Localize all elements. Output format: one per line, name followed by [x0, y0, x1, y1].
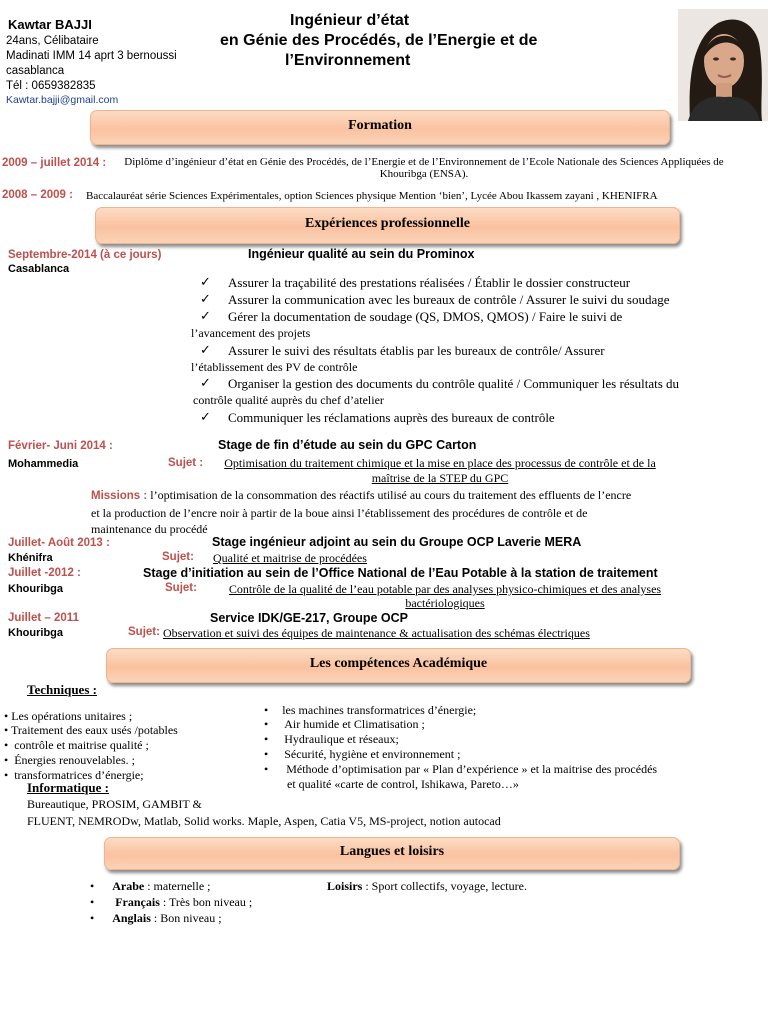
section-competences-heading: Les compétences Académique	[309, 656, 488, 671]
formation-text-1	[104, 156, 744, 180]
job1-task-4	[200, 343, 605, 359]
job4-sujet-line-1: Contrôle de la qualité de l’eau potable par des analyses physico-chimiques et des analyses	[228, 582, 662, 596]
section-langues-heading: Langues et loisirs	[339, 844, 445, 859]
section-langues-banner	[104, 837, 680, 870]
job-title-line-2: en Génie des Procédés, de l’Energie et de	[220, 32, 538, 49]
job5-date: Juillet – 2011	[8, 612, 79, 624]
job1-task-3-cont: l’avancement des projets	[191, 326, 311, 340]
tech-left-5-text: transformatrices d’énergie;	[14, 768, 144, 782]
tech-right-2: • Air humide et Climatisation ;	[264, 717, 425, 731]
job1-task-4-cont: l’établissement des PV de contrôle	[191, 360, 358, 374]
job2-sujet-line-1: Optimisation du traitement chimique et la mise en place des processus de contrôle et de la	[224, 456, 656, 470]
job1-task-3	[200, 309, 622, 325]
language-francais-level: : Très bon niveau ;	[159, 895, 253, 909]
section-competences-banner	[106, 648, 691, 683]
check-icon: ✓	[200, 376, 211, 391]
check-icon: ✓	[200, 292, 211, 307]
job5-title: Service IDK/GE-217, Groupe OCP	[210, 611, 408, 625]
job5-sujet: Observation et suivi des équipes de maintenance & actualisation des schémas électriques	[163, 626, 590, 640]
job2-title: Stage de fin d’étude au sein du GPC Carton	[218, 438, 477, 452]
job4-title: Stage d’initiation au sein de l’Office National de l’Eau Potable à la station de traitement	[143, 566, 658, 580]
job1-task-4-text: Assurer le suivi des résultats établis par les bureaux de contrôle/ Assurer	[228, 343, 605, 358]
section-experience-heading: Expériences professionnelle	[304, 216, 470, 231]
job2-place: Mohammedia	[8, 458, 79, 470]
tech-right-1-text: les machines transformatrices d’énergie;	[282, 703, 477, 717]
job5-place: Khouribga	[8, 627, 63, 639]
tech-right-4-text: Sécurité, hygiène et environnement ;	[284, 747, 461, 761]
formation-text-1-line-1: Diplôme d’ingénieur d’état en Génie des Procédés, de l’Energie et de l’Environnement de l’Ecole Nationale des Sciences Appliquées de	[124, 156, 724, 168]
job3-date: Juillet- Août 2013 :	[8, 537, 110, 549]
job1-task-6	[200, 410, 555, 426]
language-arabe: • Arabe : maternelle ;	[90, 879, 211, 893]
job4-date: Juillet -2012 :	[8, 567, 81, 579]
tech-left-4-text: Énergies renouvelables. ;	[14, 753, 135, 767]
job1-task-5-cont: contrôle qualité auprès du chef d’atelier	[193, 393, 384, 407]
language-arabe-level: : maternelle ;	[144, 879, 211, 893]
tech-right-5-cont: et qualité «carte de control, Ishikawa, Pareto…»	[287, 777, 519, 791]
section-experience-banner	[95, 207, 680, 244]
job3-place: Khénifra	[8, 552, 53, 564]
check-icon: ✓	[200, 343, 211, 358]
tech-left-3: • contrôle et maitrise qualité ;	[4, 738, 149, 752]
job1-date: Septembre-2014 (à ce jours)	[8, 249, 162, 261]
job1-title: Ingénieur qualité au sein du Prominox	[248, 247, 475, 261]
job1-place: Casablanca	[8, 263, 70, 275]
loisirs	[327, 879, 527, 894]
tech-left-5: • transformatrices d’énergie;	[4, 768, 144, 782]
language-francais-name: Français	[115, 895, 160, 909]
job5-sujet-label: Sujet:	[128, 626, 160, 638]
job1-task-1	[200, 275, 630, 291]
informatique-line-2: FLUENT, NEMRODw, Matlab, Solid works. Maple, Aspen, Catia V5, MS-project, notion autocad	[27, 814, 501, 828]
job1-task-3-text: Gérer la documentation de soudage (QS, DMOS, QMOS) / Faire le suivi de	[228, 309, 623, 324]
address-line-1: Madinati IMM 14 aprt 3 bernoussi	[6, 50, 177, 62]
candidate-name: Kawtar BAJJI	[8, 17, 92, 32]
loisirs-label: Loisirs	[327, 879, 363, 893]
check-icon: ✓	[200, 410, 211, 425]
job1-task-5-text: Organiser la gestion des documents du contrôle qualité / Communiquer les résultats du	[228, 376, 680, 391]
job2-date: Février- Juni 2014 :	[8, 440, 113, 452]
job3-sujet-label: Sujet:	[162, 551, 194, 563]
job2-missions-label: Missions :	[91, 490, 148, 502]
language-arabe-name: Arabe	[112, 879, 145, 893]
tech-left-2: • Traitement des eaux usés /potables	[4, 723, 178, 737]
profile-photo	[678, 9, 768, 121]
job1-task-5	[200, 376, 679, 392]
tech-right-4: • Sécurité, hygiène et environnement ;	[264, 747, 461, 761]
check-icon: ✓	[200, 309, 211, 324]
language-francais: • Français : Très bon niveau ;	[90, 895, 253, 909]
tech-left-2-text: Traitement des eaux usés /potables	[10, 723, 178, 737]
job2-missions-line-3: maintenance du procédé	[91, 522, 208, 536]
tech-left-3-text: contrôle et maitrise qualité ;	[14, 738, 149, 752]
job2-sujet-label: Sujet :	[168, 457, 204, 469]
techniques-label: Techniques :	[27, 682, 97, 697]
informatique-label: Informatique :	[27, 780, 109, 795]
tech-right-5-text: Méthode d’optimisation par « Plan d’expérience » et la maitrise des procédés	[286, 762, 658, 776]
tech-right-1: • les machines transformatrices d’énergie;	[264, 703, 477, 717]
formation-date-2: 2008 – 2009 :	[2, 189, 73, 201]
tech-right-3-text: Hydraulique et réseaux;	[284, 732, 399, 746]
job4-sujet-label: Sujet:	[165, 582, 197, 594]
informatique-line-1: Bureautique, PROSIM, GAMBIT &	[27, 797, 202, 811]
tech-right-3: • Hydraulique et réseaux;	[264, 732, 399, 746]
tech-right-5: • Méthode d’optimisation par « Plan d’expérience » et la maitrise des procédés	[264, 762, 658, 776]
job-title-line-3: l’Environnement	[285, 52, 411, 69]
tech-left-1: • Les opérations unitaires ;	[4, 709, 133, 723]
job2-missions	[91, 487, 631, 538]
formation-text-1-line-2: Khouribga (ENSA).	[379, 168, 469, 180]
check-icon: ✓	[200, 275, 211, 290]
address-line-2: casablanca	[6, 65, 65, 77]
tech-left-4: • Énergies renouvelables. ;	[4, 753, 135, 767]
phone-number: Tél : 0659382835	[6, 80, 96, 92]
job2-missions-line-1: l’optimisation de la consommation des réactifs utilisé au cours du traitement des effluents de l’encre	[150, 488, 632, 502]
language-anglais: • Anglais : Bon niveau ;	[90, 911, 222, 925]
section-formation-banner	[90, 110, 670, 145]
job4-sujet-line-2: bactériologiques	[405, 596, 485, 610]
job1-task-6-text: Communiquer les réclamations auprès des bureaux de contrôle	[228, 410, 555, 425]
section-formation-heading: Formation	[348, 118, 412, 133]
job2-sujet-line-2: maîtrise de la STEP du GPC	[371, 471, 509, 485]
job1-task-2	[200, 292, 670, 308]
job2-missions-line-2: et la production de l’encre noir à partir de la boue ainsi l’établissement des procédures de contrôle et de	[91, 505, 588, 520]
job1-task-2-text: Assurer la communication avec les bureaux de contrôle / Assurer le suivi du soudage	[228, 292, 670, 307]
loisirs-text: : Sport collectifs, voyage, lecture.	[362, 879, 527, 893]
language-anglais-level: : Bon niveau ;	[150, 911, 222, 925]
job3-title: Stage ingénieur adjoint au sein du Groupe OCP Laverie MERA	[212, 535, 582, 549]
job-title-line-1: Ingénieur d’état	[290, 12, 410, 29]
tech-left-1-text: Les opérations unitaires ;	[11, 709, 133, 723]
job4-sujet	[205, 582, 685, 610]
formation-date-1: 2009 – juillet 2014 :	[2, 157, 107, 169]
job3-sujet: Qualité et maitrise de procédées	[213, 551, 367, 565]
tech-right-2-text: Air humide et Climatisation ;	[284, 717, 425, 731]
formation-text-2: Baccalauréat série Sciences Expérimentales, option Sciences physique Mention ‘bien’, Lycée Abou Ikassem zayani , KHENIFRA	[86, 190, 658, 202]
language-anglais-name: Anglais	[112, 911, 151, 925]
job4-place: Khouribga	[8, 583, 63, 595]
age-status: 24ans, Célibataire	[6, 35, 99, 47]
email-link[interactable]: Kawtar.bajji@gmail.com	[6, 94, 119, 106]
job2-sujet	[205, 456, 675, 486]
job1-task-1-text: Assurer la traçabilité des prestations réalisées / Établir le dossier constructeur	[228, 275, 631, 290]
